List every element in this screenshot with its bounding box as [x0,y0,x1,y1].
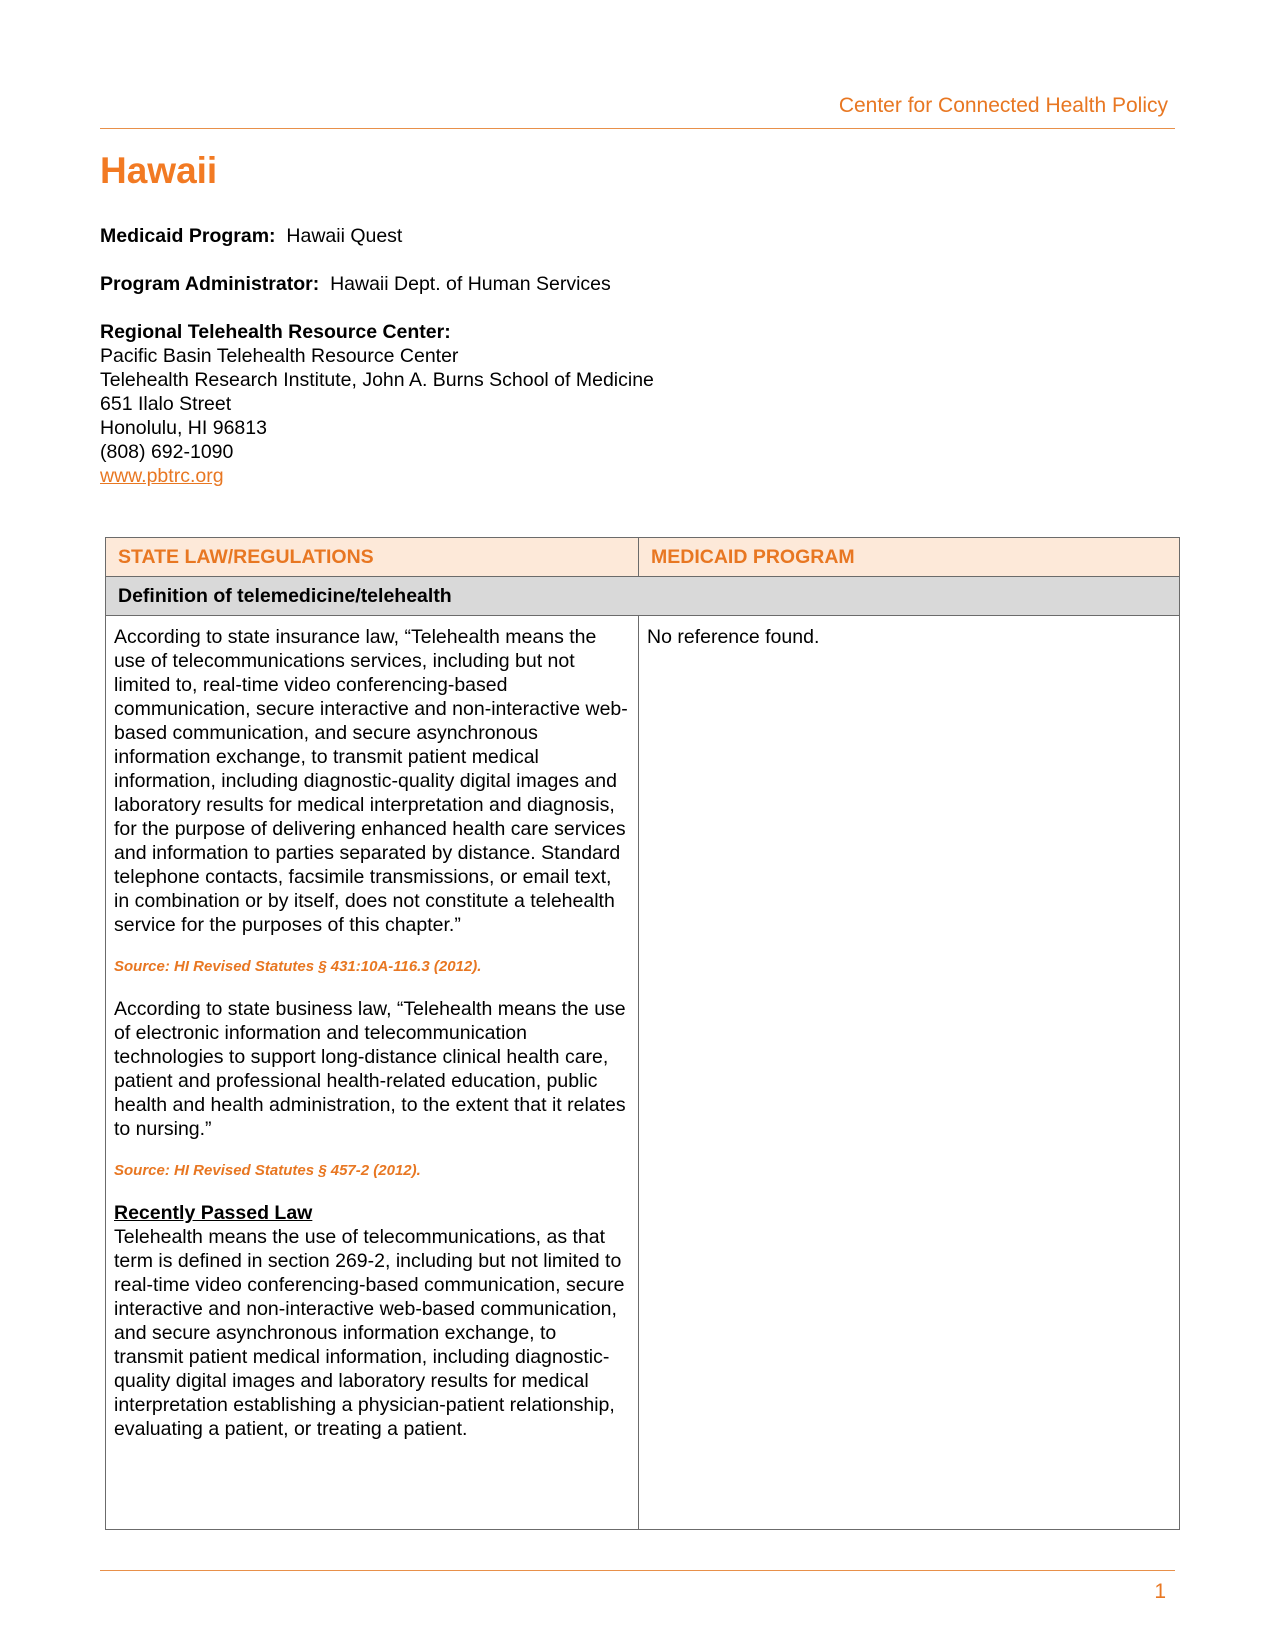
state-law-paragraph: According to state insurance law, “Telehealth means the use of telecommunications services, including but not limited to, real-time video conferencing-based communication, secure interactive and non-interactive web-based communication, and secure asynchronous information exchange, to transmit patient medical information, including diagnostic-quality digital images and laboratory results for medical interpretation and diagnosis, for the purpose of delivering enhanced health care services and information to parties separated by distance. Standard telephone contacts, facsimile transmissions, or email text, in combination or by itself, does not constitute a telehealth service for the purposes of this chapter.” [114,626,628,936]
recently-passed-law-heading: Recently Passed Law [114,1202,313,1224]
source-citation: Source: HI Revised Statutes § 431:10A-116.3 (2012). [114,958,482,975]
medicaid-text: No reference found. [647,626,820,648]
resource-center-institute: Telehealth Research Institute, John A. Burns School of Medicine [100,369,654,391]
resource-center-city: Honolulu, HI 96813 [100,417,267,439]
page-title: Hawaii [100,150,218,191]
program-administrator-label: Program Administrator: [100,273,320,295]
state-law-cell [106,616,639,1530]
section-row [106,577,1180,616]
table-header-row [106,538,1180,577]
resource-center-label: Regional Telehealth Resource Center: [100,321,451,343]
program-administrator-info [100,272,611,296]
page-number: 1 [1154,1580,1166,1603]
medicaid-program-info [100,224,402,248]
program-administrator-value: Hawaii Dept. of Human Services [330,273,611,295]
state-law-paragraph: Telehealth means the use of telecommunications, as that term is defined in section 269-2, including but not limited to real-time video conferencing-based communication, secure interactive and non-interactive web-based communication, and secure asynchronous information exchange, to transmit patient medical information, including diagnostic-quality digital images and laboratory results for medical interpretation establishing a physician-patient relationship, evaluating a patient, or treating a patient. [114,1226,625,1440]
policy-table [105,537,1180,1530]
column-header-medicaid: MEDICAID PROGRAM [639,538,1180,577]
column-header-state-law: STATE LAW/REGULATIONS [106,538,639,577]
state-law-paragraph: According to state business law, “Telehealth means the use of electronic information and telecommunication technologies to support long-distance clinical health care, patient and professional health-related education, public health and health administration, to the extent that it relates to nursing.” [114,998,626,1140]
resource-center-phone: (808) 692-1090 [100,441,234,463]
resource-center-website-link[interactable]: www.pbtrc.org [100,465,224,487]
resource-center-street: 651 Ilalo Street [100,393,232,415]
medicaid-cell [639,616,1180,1530]
footer-divider [100,1570,1175,1571]
medicaid-program-label: Medicaid Program: [100,225,276,247]
resource-center-info [100,320,654,488]
section-heading: Definition of telemedicine/telehealth [106,577,1180,616]
header-organization: Center for Connected Health Policy [838,94,1168,117]
medicaid-program-value: Hawaii Quest [286,225,403,247]
source-citation: Source: HI Revised Statutes § 457-2 (2012). [114,1162,421,1179]
header-divider [100,128,1175,129]
resource-center-name: Pacific Basin Telehealth Resource Center [100,345,459,367]
table-row [106,616,1180,1530]
